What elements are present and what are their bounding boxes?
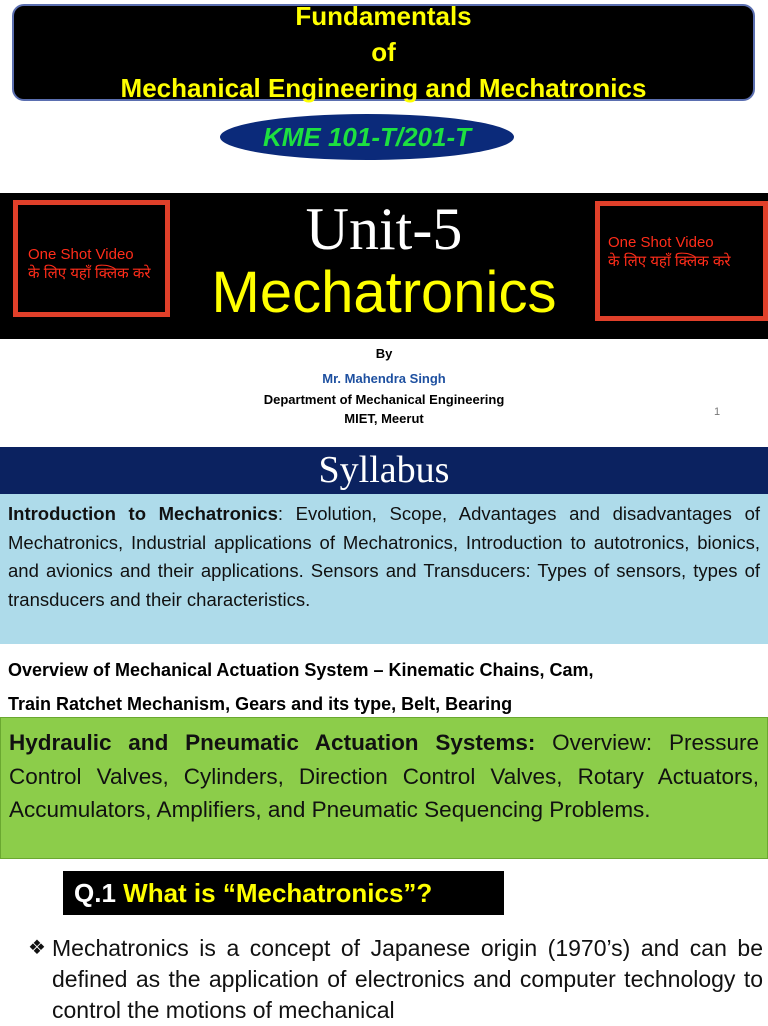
title-line-1: Fundamentals <box>295 1 472 31</box>
intro-paragraph <box>8 500 760 614</box>
link-left-line-2: के लिए यहाँ क्लिक करे <box>28 265 151 282</box>
link-right-line-2: के लिए यहाँ क्लिक करे <box>608 253 731 270</box>
answer-text: Mechatronics is a concept of Japanese origin (1970’s) and can be defined as the application of electronics and computer technology to control the motions of mechanical <box>52 935 763 1023</box>
one-shot-video-link-left[interactable] <box>13 200 170 317</box>
author-by: By <box>375 346 393 361</box>
overview-line-1: Overview of Mechanical Actuation System – Kinematic Chains, Cam, <box>8 660 594 680</box>
syllabus-hydraulic-section <box>0 717 768 859</box>
link-left-line-1: One Shot Video <box>28 246 134 263</box>
unit-subtitle: Mechatronics <box>211 260 557 325</box>
syllabus-overview-section <box>0 653 768 715</box>
title-line-2: of <box>371 37 396 67</box>
link-right-line-1: One Shot Video <box>608 234 714 251</box>
hydraulic-label: Hydraulic and Pneumatic Actuation Systems: <box>9 730 536 755</box>
course-code-badge: KME 101-T/201-T <box>220 114 514 160</box>
overview-line-2: Train Ratchet Mechanism, Gears and its type, Belt, Bearing <box>8 694 513 714</box>
author-institute: MIET, Meerut <box>344 411 424 426</box>
answer-bullet-item <box>28 933 763 1026</box>
intro-label: Introduction to Mechatronics <box>8 503 278 524</box>
author-name: Mr. Mahendra Singh <box>322 371 446 386</box>
question-number: Q.1 <box>74 878 116 908</box>
hydraulic-text: Overview: Pressure Control Valves, Cylinders, Direction Control Valves, Rotary Actuators, Accumulators, Amplifiers, and Pneumatic Sequencing Problems. <box>9 730 759 822</box>
slide-number: 1 <box>714 406 721 418</box>
one-shot-video-link-right[interactable] <box>595 201 768 321</box>
unit-heading: Unit-5 <box>305 196 463 262</box>
hydraulic-paragraph <box>9 726 759 827</box>
author-department: Department of Mechanical Engineering <box>263 392 505 407</box>
course-title-banner <box>12 1 755 103</box>
question-text: What is “Mechatronics”? <box>123 878 433 908</box>
diamond-bullet-icon: ❖ <box>28 937 46 959</box>
author-block <box>0 340 768 445</box>
title-line-3: Mechanical Engineering and Mechatronics <box>120 73 647 103</box>
unit-slide <box>0 193 768 339</box>
syllabus-intro-section <box>0 494 768 644</box>
question-heading <box>63 871 504 915</box>
intro-text: : Evolution, Scope, Advantages and disadvantages of Mechatronics, Industrial applications of Mechatronics, Introduction to autotronics, bionics, and avionics and their applications. Sensors and Transducers: Types of sensors, types of transducers and their characteristics. <box>8 503 760 610</box>
syllabus-heading: Syllabus <box>0 447 768 494</box>
